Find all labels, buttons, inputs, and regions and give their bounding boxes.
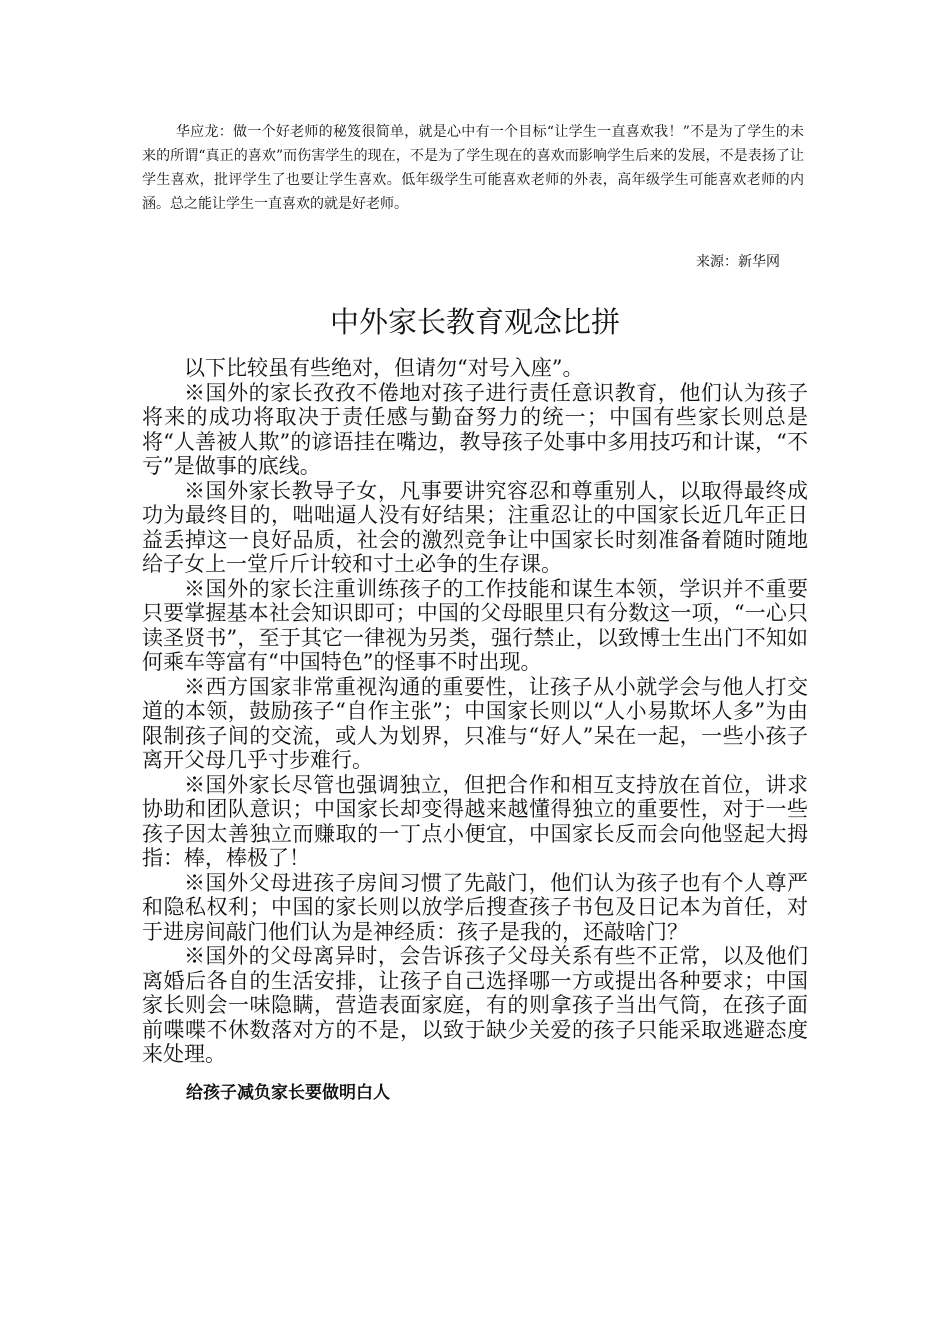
article-title: 中外家长教育观念比拼	[329, 305, 620, 339]
body-paragraph: ※国外的父母离异时，会告诉孩子父母关系有些不正常，以及他们离婚后各自的生活安排，让孩子自己选择哪一方或提出各种要求；中国家长则会一味隐瞒，营造表面家庭，有的则拿孩子当出气筒，在孩子面前喋喋不休数落对方的不是，以致于缺少关爱的孩子只能采取逃避态度来处理。	[142, 944, 808, 1066]
body-paragraph: 以下比较虽有些绝对，但请勿“对号入座”。	[184, 356, 584, 380]
body-paragraph: ※西方国家非常重视沟通的重要性，让孩子从小就学会与他人打交道的本领，鼓励孩子“自作主张”；中国家长则以“人小易欺坏人多”为由限制孩子间的交流，或人为划界，只准与“好人”呆在一起，一些小孩子离开父母几乎寸步难行。	[142, 674, 808, 772]
article-body	[142, 356, 808, 1067]
body-paragraph: ※国外家长教导子女，凡事要讲究容忍和尊重别人，以取得最终成功为最终目的，咄咄逼人没有好结果；注重忍让的中国家长近几年正日益丢掉这一良好品质，社会的激烈竞争让中国家长时刻准备着随时随地给子女上一堂斤斤计较和寸土必争的生存课。	[142, 478, 808, 576]
body-paragraph: ※国外父母进孩子房间习惯了先敲门，他们认为孩子也有个人尊严和隐私权利；中国的家长则以放学后搜查孩子书包及日记本为首任，对于进房间敲门他们认为是神经质：孩子是我的，还敲啥门？	[142, 870, 808, 944]
section-heading: 给孩子减负家长要做明白人	[186, 1083, 390, 1103]
body-paragraph: ※国外的家长注重训练孩子的工作技能和谋生本领，学识并不重要只要掌握基本社会知识即可；中国的父母眼里只有分数这一项，“一心只读圣贤书”，至于其它一律视为另类，强行禁止，以致博士生出门不知如何乘车等富有“中国特色”的怪事不时出现。	[142, 576, 808, 674]
body-paragraph: ※国外的家长孜孜不倦地对孩子进行责任意识教育，他们认为孩子将来的成功将取决于责任感与勤奋努力的统一；中国有些家长则总是将“人善被人欺”的谚语挂在嘴边，教导孩子处事中多用技巧和计谋，“不亏”是做事的底线。	[142, 380, 808, 478]
source-credit: 来源：新华网	[696, 254, 780, 270]
body-paragraph: ※国外家长尽管也强调独立，但把合作和相互支持放在首位，讲求协助和团队意识；中国家长却变得越来越懂得独立的重要性，对于一些孩子因太善独立而赚取的一丁点小便宜，中国家长反而会向他竖起大拇指：棒，棒极了！	[142, 772, 808, 870]
intro-paragraph: 华应龙：做一个好老师的秘笈很简单，就是心中有一个目标“让学生一直喜欢我！”不是为了学生的未来的所谓“真正的喜欢”而伤害学生的现在，不是为了学生现在的喜欢而影响学生后来的发展，不是表扬了让学生喜欢，批评学生了也要让学生喜欢。低年级学生可能喜欢老师的外表，高年级学生可能喜欢老师的内涵。总之能让学生一直喜欢的就是好老师。	[142, 124, 804, 212]
